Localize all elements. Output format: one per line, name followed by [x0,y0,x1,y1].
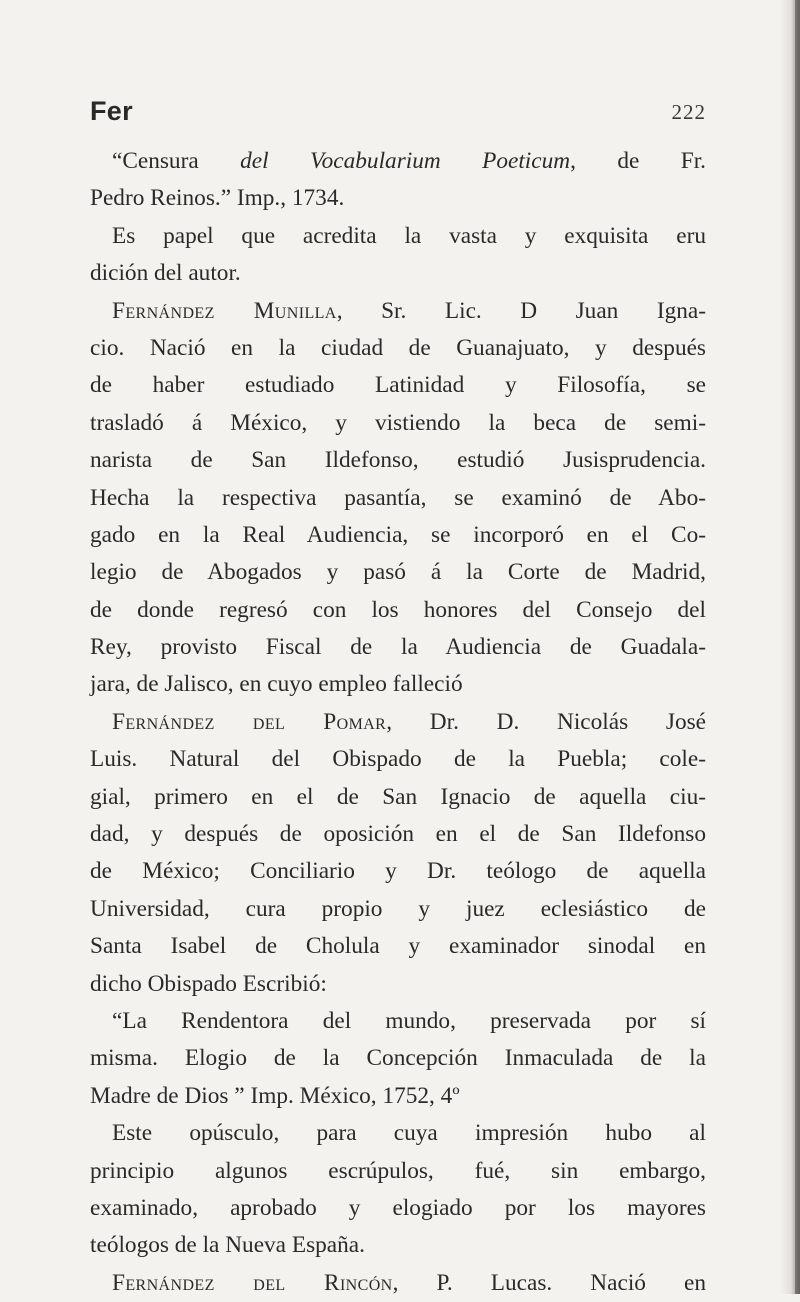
text-segment: misma. Elogio de la Concepción Inmaculada de la [90,1045,706,1072]
text-line [90,1078,706,1115]
text-line [90,1190,706,1227]
text-line [90,330,706,367]
text-segment: legio de Abogados y pasó á la Corte de Madrid, [90,559,706,586]
entry-heading: Fernández del Pomar [112,708,387,735]
text-line [90,554,706,591]
text-segment: , de Fr. [570,148,706,174]
text-segment: de haber estudiado Latinidad y Filosofía, se [90,372,706,399]
text-segment: gado en la Real Audiencia, se incorporó en el Co- [90,521,706,548]
text-line [90,517,706,554]
text-line [90,816,706,853]
page-header [90,96,706,136]
text-segment: Madre de Dios ” Imp. México, 1752, 4º [90,1082,460,1109]
text-line [90,143,706,180]
text-segment: , P. Lucas. Nació en [392,1269,706,1296]
text-line [90,1003,706,1040]
text-segment: Universidad, cura propio y juez eclesiástico de [90,895,706,922]
text-segment: Santa Isabel de Cholula y examinador sinodal en [90,933,706,960]
text-segment: Rey, provisto Fiscal de la Audiencia de Guadala- [90,634,706,661]
text-segment: Este opúsculo, para cuya impresión hubo al [112,1120,706,1147]
text-segment: teólogos de la Nueva España. [90,1232,365,1259]
text-line [90,218,706,255]
text-segment: gial, primero en el de San Ignacio de aquella ciu- [90,783,706,810]
text-line [90,405,706,442]
text-segment: trasladó á México, y vistiendo la beca de semi- [90,409,706,436]
text-line [90,1227,706,1264]
text-line [90,1153,706,1190]
page-number: 222 [671,100,706,124]
running-head: Fer [90,96,133,126]
entry-heading: Fernández Munilla [112,297,337,324]
text-line [90,629,706,666]
text-line [90,666,706,703]
text-segment: “La Rendentora del mundo, preservada por sí [112,1007,706,1034]
text-line [90,704,706,741]
text-line [90,741,706,778]
text-line [90,966,706,1003]
text-segment: Es papel que acredita la vasta y exquisita eru [112,222,706,249]
text-line [90,928,706,965]
italic-title: del Vocabularium Poeticum [240,148,571,174]
text-line [90,442,706,479]
text-line [90,180,706,217]
text-line [90,891,706,928]
text-segment: de donde regresó con los honores del Consejo del [90,596,706,623]
text-segment: “Censura [112,148,241,174]
text-line [90,480,706,517]
text-segment: dicho Obispado Escribió: [90,970,327,997]
text-segment: cio. Nació en la ciudad de Guanajuato, y después [90,334,706,361]
body-text [90,143,706,1302]
text-segment: Hecha la respectiva pasantía, se examinó de Abo- [90,484,706,511]
text-line [90,255,706,292]
text-segment: de México; Conciliario y Dr. teólogo de aquella [90,858,706,885]
text-segment: principio algunos escrúpulos, fué, sin embargo, [90,1157,706,1184]
text-segment: dición del autor. [90,260,241,287]
text-segment: Pedro Reinos.” Imp., 1734. [90,185,345,212]
text-segment: , Sr. Lic. D Juan Igna- [336,297,706,324]
text-segment: Luis. Natural del Obispado de la Puebla; cole- [90,746,706,773]
text-line [90,853,706,890]
text-line [90,293,706,330]
page-edge [795,0,800,1294]
entry-heading: Fernández del Rincón [112,1269,393,1296]
text-line [90,592,706,629]
text-segment: dad, y después de oposición en el de San Ildefonso [90,821,706,848]
text-line [90,1265,706,1302]
text-segment: , Dr. D. Nicolás José [386,708,706,735]
text-line [90,779,706,816]
text-segment: examinado, aprobado y elogiado por los mayores [90,1194,706,1221]
text-line [90,367,706,404]
text-line [90,1115,706,1152]
text-segment: narista de San Ildefonso, estudió Jusisprudencia. [90,447,706,474]
text-line [90,1040,706,1077]
text-segment: jara, de Jalisco, en cuyo empleo falleció [90,671,463,698]
